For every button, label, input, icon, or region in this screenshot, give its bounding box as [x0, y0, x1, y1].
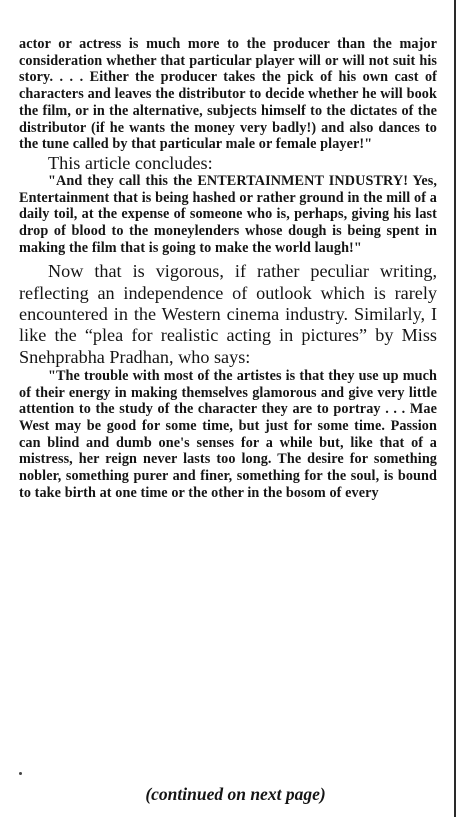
intro-line: This article concludes:: [48, 152, 213, 173]
column-rule: [454, 0, 456, 817]
paragraph-continuation: actor or actress is much more to the producer than the major consideration whether that particular player will or will not suit his story. . . . Either the producer takes the pick of his own cast of characters and leaves the distributor to decide whether he will book the film, or in the alternative, subjects himself to the dictates of the distributor (if he wants the money very badly!) and also dances to the tune called by that particular male or female player!": [19, 36, 437, 153]
continued-footer: (continued on next page): [145, 784, 326, 804]
quote-entertainment: "And they call this the ENTERTAINMENT INDUSTRY! Yes, Entertainment that is being hashed or rather ground in the mill of a daily toil, at the expense of someone who is, perhaps, giving his last drop of blood to the moneylenders whose dough is being spent in making the film that is going to make the world laugh!": [19, 172, 437, 256]
quote-artistes: "The trouble with most of the artistes is that they use up much of their energy in making themselves glamorous and give very little attention to the study of the character they are to portray . . . Mae West may be good for some time, but just for some time. Passion can blind and dumb one's senses for a while but, like that of a mistress, her reign never lasts too long. The desire for something nobler, something purer and finer, something for the soul, is bound to take birth at one time or the other in the bosom of every: [19, 367, 437, 501]
print-speck: [19, 772, 22, 775]
paragraph-commentary: Now that is vigorous, if rather peculiar writing, reflecting an independence of outlook which is rarely encountered in the Western cinema industry. Similarly, I like the “plea for realistic acting in pictures” by Miss Snehprabha Pradhan, who says:: [19, 261, 437, 367]
